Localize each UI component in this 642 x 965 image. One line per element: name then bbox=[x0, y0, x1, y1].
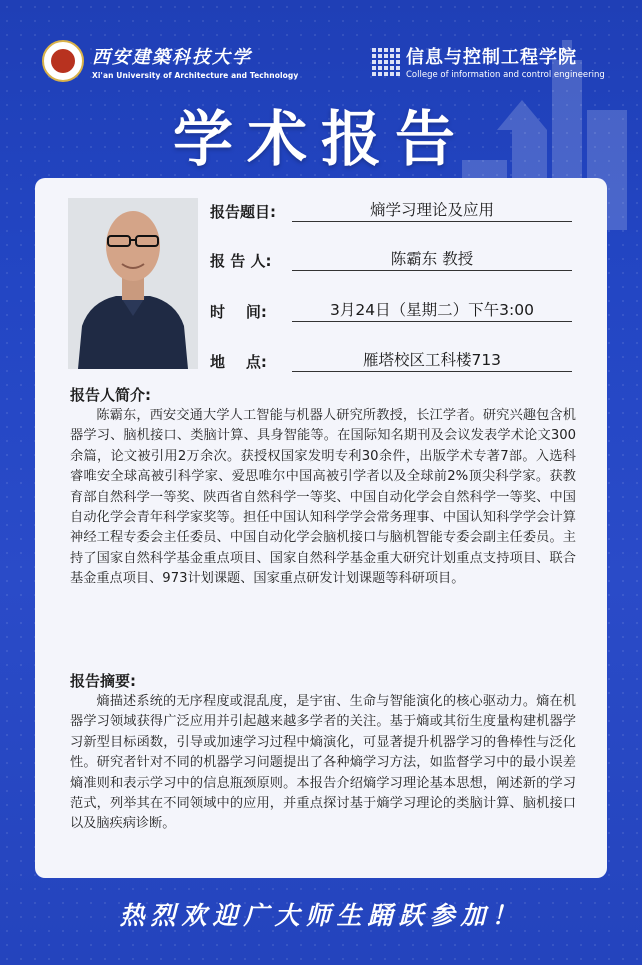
college-logo bbox=[372, 43, 605, 80]
university-logo bbox=[42, 40, 298, 82]
place-value: 雁塔校区工科楼713 bbox=[292, 348, 572, 372]
info-speaker-row bbox=[210, 245, 572, 271]
info-topic-row bbox=[210, 196, 572, 222]
page-title: 学术报告 bbox=[173, 105, 469, 175]
abstract-text: 熵描述系统的无序程度或混乱度，是宇宙、生命与智能演化的核心驱动力。熵在机器学习领域获得广泛应用并引起越来越多学者的关注。基于熵或其衍生度量构建机器学习新型目标函数，引导或加速学习过程中熵演化，可显著提升机器学习的鲁棒性与泛化性。研究者针对不同的机器学习问题提出了各种熵学习方法，如监督学习中的最小误差熵准则和表示学习中的信息瓶颈原则。本报告介绍熵学习理论基本思想，阐述新的学习范式，列举其在不同领域中的应用，并重点探讨基于熵学习理论的类脑计算、脑机接口以及脑疾病诊断。 bbox=[70, 694, 576, 832]
college-name-en: College of information and control engineering bbox=[406, 70, 605, 80]
time-label: 时 间: bbox=[210, 303, 267, 321]
speaker-photo bbox=[68, 198, 198, 369]
bio-text: 陈霸东，西安交通大学人工智能与机器人研究所教授，长江学者。研究兴趣包含机器学习、脑机接口、类脑计算、具身智能等。在国际知名期刊及会议发表学术论文300余篇，论文被引用2万余次。获授权国家发明专利30余件，出版学术专著7部。入选科睿唯安全球高被引科学家、爱思唯尔中国高被引学者以及全球前2%顶尖科学家。获教育部自然科学一等奖、陕西省自然科学一等奖、中国自动化学会自然科学一等奖、中国自动化学会青年科学家奖等。担任中国认知科学学会常务理事、中国认知科学学会计算神经工程专委会主任委员、中国自动化学会脑机接口与脑机智能专委会副主任委员。主持了国家自然科学基金重点项目、国家自然科学基金重大研究计划重点支持项目、联合基金重点项目、973计划课题、国家重点研发计划课题等科研项目。 bbox=[70, 408, 576, 587]
topic-value: 熵学习理论及应用 bbox=[292, 198, 572, 222]
bio-heading: 报告人简介: bbox=[70, 386, 151, 404]
speaker-label: 报 告 人: bbox=[210, 252, 272, 270]
abstract-heading: 报告摘要: bbox=[70, 672, 136, 690]
university-name-en: Xi'an University of Architecture and Technology bbox=[92, 70, 299, 80]
topic-label: 报告题目: bbox=[210, 203, 276, 221]
place-label: 地 点: bbox=[210, 353, 267, 371]
university-name-cn: 西安建築科技大学 bbox=[92, 46, 252, 68]
time-value: 3月24日（星期二）下午3:00 bbox=[292, 298, 572, 322]
college-grid-icon bbox=[372, 48, 400, 76]
university-emblem-icon bbox=[42, 40, 84, 82]
info-time-row bbox=[210, 296, 572, 322]
welcome-slogan: 热烈欢迎广大师生踊跃参加！ bbox=[119, 901, 523, 930]
info-place-row bbox=[210, 346, 572, 372]
speaker-value: 陈霸东 教授 bbox=[292, 247, 572, 271]
college-name-cn: 信息与控制工程学院 bbox=[406, 47, 577, 68]
